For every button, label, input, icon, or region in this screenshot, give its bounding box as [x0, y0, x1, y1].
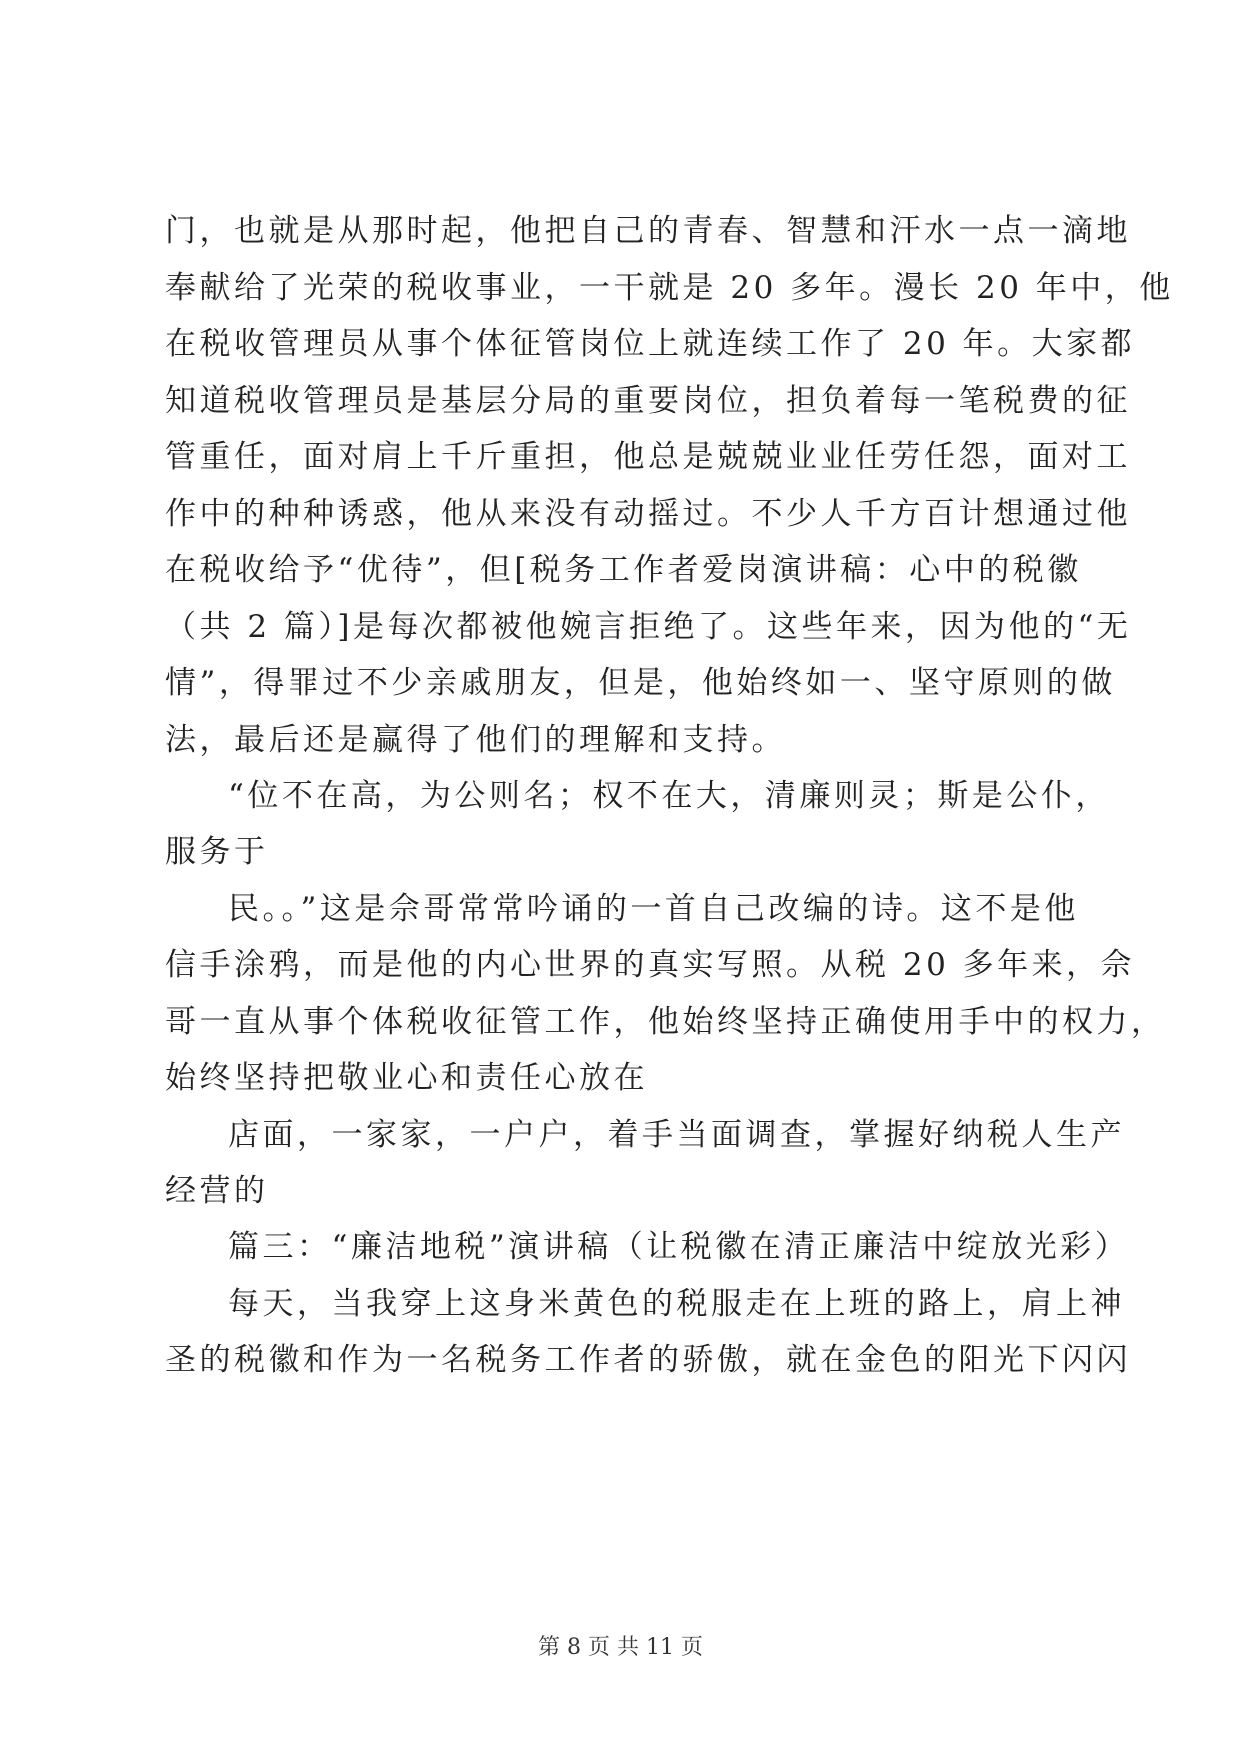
body-text-line: 情”，得罪过不少亲戚朋友，但是，他始终如一、坚守原则的做 — [165, 665, 1116, 701]
body-text-line: 信手涂鸦，而是他的内心世界的真实写照。从税 20 多年来，佘 — [165, 947, 1136, 983]
body-text-line: 始终坚持把敬业心和责任心放在 — [165, 1060, 648, 1096]
body-text-line: 门，也就是从那时起，他把自己的青春、智慧和汗水一点一滴地 — [165, 213, 1131, 249]
body-text-line: “位不在高，为公则名；权不在大，清廉则灵；斯是公仆， — [228, 778, 1110, 814]
body-text-line: 圣的税徽和作为一名税务工作者的骄傲，就在金色的阳光下闪闪 — [165, 1342, 1131, 1378]
body-text-line: 民。。”这是佘哥常常吟诵的一首自己改编的诗。这不是他 — [228, 891, 1079, 927]
body-text-line: 管重任，面对肩上千斤重担，他总是兢兢业业任劳任怨，面对工 — [165, 439, 1131, 475]
body-text-line: 哥一直从事个体税收征管工作，他始终坚持正确使用手中的权力， — [165, 1004, 1166, 1040]
body-text-line: （共 2 篇）]是每次都被他婉言拒绝了。这些年来，因为他的“无 — [165, 609, 1132, 645]
body-text-line: 法，最后还是赢得了他们的理解和支持。 — [165, 722, 786, 758]
body-text-line: 奉献给了光荣的税收事业，一干就是 20 多年。漫长 20 年中，他 — [165, 270, 1174, 306]
body-text-line: 店面，一家家，一户户，着手当面调查，掌握好纳税人生产 — [228, 1117, 1125, 1153]
body-text-line: 作中的种种诱惑，他从来没有动摇过。不少人千方百计想通过他 — [165, 496, 1131, 532]
body-text-line: 经营的 — [165, 1173, 269, 1209]
body-text-line: 服务于 — [165, 834, 269, 870]
body-text-line: 知道税收管理员是基层分局的重要岗位，担负着每一笔税费的征 — [165, 383, 1131, 419]
body-text-line: 在税收给予“优待”，但[税务工作者爱岗演讲稿：心中的税徽 — [165, 552, 1082, 588]
section-heading: 篇三：“廉洁地税”演讲稿（让税徽在清正廉洁中绽放光彩） — [228, 1229, 1130, 1265]
page-number-footer: 第 8 页 共 11 页 — [538, 1635, 703, 1660]
body-text-line: 每天，当我穿上这身米黄色的税服走在上班的路上，肩上神 — [228, 1286, 1125, 1322]
body-text-line: 在税收管理员从事个体征管岗位上就连续工作了 20 年。大家都 — [165, 326, 1136, 362]
